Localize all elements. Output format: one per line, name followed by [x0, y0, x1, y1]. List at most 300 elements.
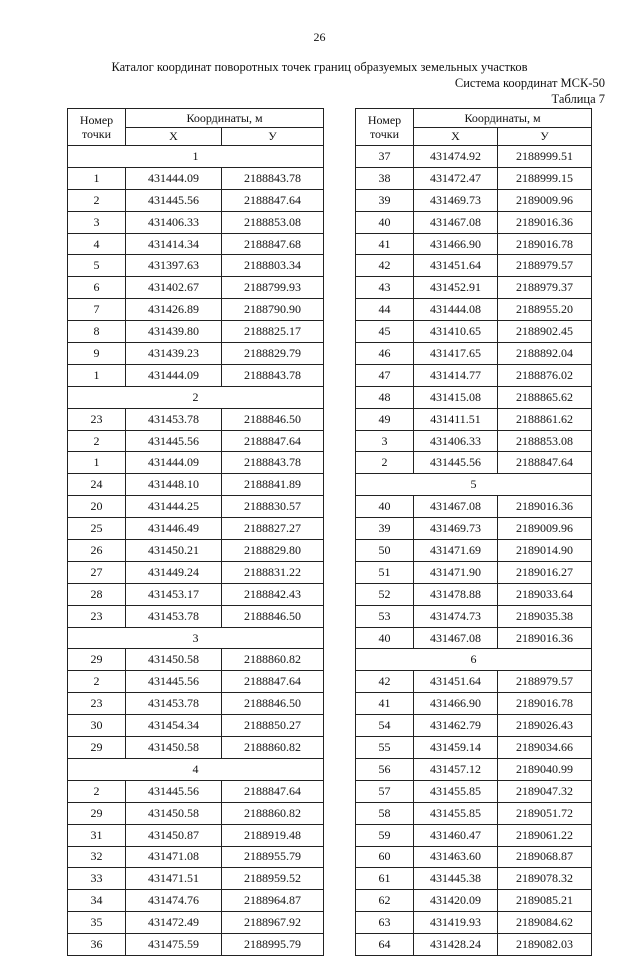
- y-cell: 2189016.27: [498, 561, 592, 583]
- x-cell: 431466.90: [414, 233, 498, 255]
- point-number-cell: 30: [68, 715, 126, 737]
- table-row: [68, 211, 324, 233]
- y-cell: 2189078.32: [498, 868, 592, 890]
- y-cell: 2189016.78: [498, 233, 592, 255]
- y-cell: 2188853.08: [222, 211, 324, 233]
- table-row: [356, 780, 592, 802]
- table-row: [356, 452, 592, 474]
- x-cell: 431402.67: [126, 277, 222, 299]
- table-row: [68, 868, 324, 890]
- point-number-cell: 37: [356, 146, 414, 168]
- x-cell: 431410.65: [414, 321, 498, 343]
- y-cell: 2189016.36: [498, 627, 592, 649]
- table-row: [68, 233, 324, 255]
- point-number-cell: 50: [356, 540, 414, 562]
- x-cell: 431474.76: [126, 890, 222, 912]
- table-row: [356, 627, 592, 649]
- x-cell: 431475.59: [126, 934, 222, 956]
- x-cell: 431467.08: [414, 627, 498, 649]
- y-cell: 2189009.96: [498, 518, 592, 540]
- table-row: [68, 299, 324, 321]
- point-number-cell: 60: [356, 846, 414, 868]
- point-number-cell: 23: [68, 605, 126, 627]
- point-number-cell: 23: [68, 408, 126, 430]
- point-number-cell: 1: [68, 364, 126, 386]
- point-number-cell: 40: [356, 627, 414, 649]
- x-cell: 431445.56: [126, 430, 222, 452]
- point-number-cell: 59: [356, 824, 414, 846]
- y-cell: 2188850.27: [222, 715, 324, 737]
- table-row: [68, 605, 324, 627]
- table-row: [356, 583, 592, 605]
- x-cell: 431452.91: [414, 277, 498, 299]
- header-coordinates: Координаты, м: [414, 109, 592, 128]
- table-row: [68, 693, 324, 715]
- header-x: X: [414, 128, 498, 146]
- y-cell: 2188955.79: [222, 846, 324, 868]
- table-row: [68, 737, 324, 759]
- y-cell: 2188843.78: [222, 364, 324, 386]
- table-row: [356, 299, 592, 321]
- x-cell: 431469.73: [414, 189, 498, 211]
- point-number-cell: 2: [68, 671, 126, 693]
- point-number-cell: 20: [68, 496, 126, 518]
- point-number-cell: 3: [356, 430, 414, 452]
- point-number-cell: 2: [68, 189, 126, 211]
- x-cell: 431445.38: [414, 868, 498, 890]
- table-row: [68, 846, 324, 868]
- point-number-cell: 1: [68, 452, 126, 474]
- table-row: [68, 824, 324, 846]
- table-row: [68, 321, 324, 343]
- y-cell: 2189085.21: [498, 890, 592, 912]
- y-cell: 2188831.22: [222, 561, 324, 583]
- table-row: [356, 868, 592, 890]
- x-cell: 431459.14: [414, 737, 498, 759]
- document-title: Каталог координат поворотных точек границ образуемых земельных участков: [111, 60, 528, 74]
- point-number-cell: 24: [68, 474, 126, 496]
- table-row: [68, 802, 324, 824]
- y-cell: 2189051.72: [498, 802, 592, 824]
- y-cell: 2188847.64: [222, 671, 324, 693]
- table-row: [68, 255, 324, 277]
- y-cell: 2189016.78: [498, 693, 592, 715]
- y-cell: 2188860.82: [222, 649, 324, 671]
- point-number-cell: 64: [356, 934, 414, 956]
- point-number-cell: 4: [68, 233, 126, 255]
- table-row: [356, 912, 592, 934]
- y-cell: 2188843.78: [222, 167, 324, 189]
- point-number-cell: 35: [68, 912, 126, 934]
- y-cell: 2188979.37: [498, 277, 592, 299]
- x-cell: 431426.89: [126, 299, 222, 321]
- x-cell: 431455.85: [414, 780, 498, 802]
- x-cell: 431471.90: [414, 561, 498, 583]
- y-cell: 2189014.90: [498, 540, 592, 562]
- x-cell: 431471.69: [414, 540, 498, 562]
- table-row: [68, 540, 324, 562]
- point-number-cell: 43: [356, 277, 414, 299]
- table-row: [356, 605, 592, 627]
- table-row: [356, 189, 592, 211]
- header-coordinates: Координаты, м: [126, 109, 324, 128]
- y-cell: 2188902.45: [498, 321, 592, 343]
- y-cell: 2188861.62: [498, 408, 592, 430]
- parcel-number: 1: [68, 146, 324, 168]
- table-row: [356, 758, 592, 780]
- table-row: [356, 802, 592, 824]
- header-point-number: Номер точки: [68, 109, 126, 146]
- table-row: [68, 518, 324, 540]
- x-cell: 431406.33: [126, 211, 222, 233]
- point-number-cell: 41: [356, 233, 414, 255]
- point-number-cell: 58: [356, 802, 414, 824]
- parcel-group-row: [68, 146, 324, 168]
- point-number-cell: 29: [68, 737, 126, 759]
- y-cell: 2188847.64: [222, 430, 324, 452]
- y-cell: 2188803.34: [222, 255, 324, 277]
- x-cell: 431450.87: [126, 824, 222, 846]
- y-cell: 2188892.04: [498, 343, 592, 365]
- x-cell: 431450.58: [126, 649, 222, 671]
- table-row: [356, 321, 592, 343]
- point-number-cell: 44: [356, 299, 414, 321]
- x-cell: 431474.92: [414, 146, 498, 168]
- table-row: [68, 343, 324, 365]
- point-number-cell: 25: [68, 518, 126, 540]
- point-number-cell: 36: [68, 934, 126, 956]
- table-row: [68, 583, 324, 605]
- x-cell: 431453.78: [126, 408, 222, 430]
- y-cell: 2188999.51: [498, 146, 592, 168]
- x-cell: 431467.08: [414, 496, 498, 518]
- x-cell: 431397.63: [126, 255, 222, 277]
- x-cell: 431444.09: [126, 364, 222, 386]
- x-cell: 431469.73: [414, 518, 498, 540]
- y-cell: 2188847.64: [222, 780, 324, 802]
- x-cell: 431419.93: [414, 912, 498, 934]
- table-row: [356, 386, 592, 408]
- x-cell: 431417.65: [414, 343, 498, 365]
- table-row: [356, 824, 592, 846]
- point-number-cell: 2: [68, 430, 126, 452]
- point-number-cell: 6: [68, 277, 126, 299]
- table-row: [68, 890, 324, 912]
- point-number-cell: 49: [356, 408, 414, 430]
- table-row: [356, 693, 592, 715]
- point-number-cell: 51: [356, 561, 414, 583]
- y-cell: 2188995.79: [222, 934, 324, 956]
- table-label: Таблица 7: [551, 92, 605, 106]
- point-number-cell: 26: [68, 540, 126, 562]
- parcel-number: 4: [68, 758, 324, 780]
- y-cell: 2189009.96: [498, 189, 592, 211]
- point-number-cell: 41: [356, 693, 414, 715]
- table-row: [356, 277, 592, 299]
- point-number-cell: 62: [356, 890, 414, 912]
- x-cell: 431472.49: [126, 912, 222, 934]
- table-row: [68, 408, 324, 430]
- table-row: [356, 934, 592, 956]
- y-cell: 2188790.90: [222, 299, 324, 321]
- table-row: [68, 934, 324, 956]
- y-cell: 2189040.99: [498, 758, 592, 780]
- x-cell: 431445.56: [126, 189, 222, 211]
- point-number-cell: 29: [68, 802, 126, 824]
- point-number-cell: 45: [356, 321, 414, 343]
- x-cell: 431445.56: [414, 452, 498, 474]
- parcel-group-row: [68, 627, 324, 649]
- x-cell: 431474.73: [414, 605, 498, 627]
- y-cell: 2188865.62: [498, 386, 592, 408]
- header-y: У: [498, 128, 592, 146]
- table-row: [356, 255, 592, 277]
- point-number-cell: 29: [68, 649, 126, 671]
- point-number-cell: 57: [356, 780, 414, 802]
- table-row: [68, 780, 324, 802]
- point-number-cell: 40: [356, 211, 414, 233]
- x-cell: 431414.34: [126, 233, 222, 255]
- point-number-cell: 2: [356, 452, 414, 474]
- table-row: [68, 496, 324, 518]
- point-number-cell: 52: [356, 583, 414, 605]
- y-cell: 2188847.68: [222, 233, 324, 255]
- x-cell: 431463.60: [414, 846, 498, 868]
- y-cell: 2188846.50: [222, 693, 324, 715]
- x-cell: 431411.51: [414, 408, 498, 430]
- table-row: [68, 452, 324, 474]
- y-cell: 2188846.50: [222, 408, 324, 430]
- y-cell: 2188846.50: [222, 605, 324, 627]
- x-cell: 431445.56: [126, 671, 222, 693]
- point-number-cell: 40: [356, 496, 414, 518]
- y-cell: 2188876.02: [498, 364, 592, 386]
- x-cell: 431444.09: [126, 167, 222, 189]
- point-number-cell: 23: [68, 693, 126, 715]
- point-number-cell: 47: [356, 364, 414, 386]
- y-cell: 2188853.08: [498, 430, 592, 452]
- point-number-cell: 2: [68, 780, 126, 802]
- y-cell: 2188799.93: [222, 277, 324, 299]
- table-row: [356, 540, 592, 562]
- y-cell: 2188967.92: [222, 912, 324, 934]
- table-body-right: [356, 146, 592, 956]
- parcel-group-row: [356, 649, 592, 671]
- x-cell: 431420.09: [414, 890, 498, 912]
- table-row: [356, 496, 592, 518]
- x-cell: 431414.77: [414, 364, 498, 386]
- table-row: [356, 715, 592, 737]
- y-cell: 2188830.57: [222, 496, 324, 518]
- x-cell: 431454.34: [126, 715, 222, 737]
- table-row: [356, 167, 592, 189]
- point-number-cell: 56: [356, 758, 414, 780]
- x-cell: 431455.85: [414, 802, 498, 824]
- x-cell: 431444.08: [414, 299, 498, 321]
- y-cell: 2188919.48: [222, 824, 324, 846]
- y-cell: 2189016.36: [498, 496, 592, 518]
- parcel-number: 2: [68, 386, 324, 408]
- table-row: [356, 561, 592, 583]
- point-number-cell: 61: [356, 868, 414, 890]
- x-cell: 431451.64: [414, 671, 498, 693]
- x-cell: 431450.58: [126, 802, 222, 824]
- point-number-cell: 33: [68, 868, 126, 890]
- x-cell: 431428.24: [414, 934, 498, 956]
- table-row: [356, 364, 592, 386]
- y-cell: 2188999.15: [498, 167, 592, 189]
- table-row: [68, 912, 324, 934]
- table-row: [68, 649, 324, 671]
- table-row: [68, 277, 324, 299]
- y-cell: 2188829.80: [222, 540, 324, 562]
- x-cell: 431453.78: [126, 693, 222, 715]
- table-row: [356, 846, 592, 868]
- coordinate-system: Система координат МСК-50: [454, 76, 605, 90]
- point-number-cell: 46: [356, 343, 414, 365]
- table-row: [356, 146, 592, 168]
- point-number-cell: 63: [356, 912, 414, 934]
- y-cell: 2188959.52: [222, 868, 324, 890]
- point-number-cell: 1: [68, 167, 126, 189]
- point-number-cell: 8: [68, 321, 126, 343]
- y-cell: 2188825.17: [222, 321, 324, 343]
- point-number-cell: 7: [68, 299, 126, 321]
- table-row: [356, 233, 592, 255]
- x-cell: 431415.08: [414, 386, 498, 408]
- table-row: [68, 715, 324, 737]
- point-number-cell: 31: [68, 824, 126, 846]
- y-cell: 2188841.89: [222, 474, 324, 496]
- x-cell: 431448.10: [126, 474, 222, 496]
- x-cell: 431446.49: [126, 518, 222, 540]
- parcel-number: 3: [68, 627, 324, 649]
- x-cell: 431471.51: [126, 868, 222, 890]
- point-number-cell: 9: [68, 343, 126, 365]
- parcel-number: 5: [356, 474, 592, 496]
- y-cell: 2188827.27: [222, 518, 324, 540]
- y-cell: 2188860.82: [222, 802, 324, 824]
- point-number-cell: 42: [356, 671, 414, 693]
- table-row: [68, 364, 324, 386]
- point-number-cell: 32: [68, 846, 126, 868]
- table-row: [68, 167, 324, 189]
- table-row: [356, 408, 592, 430]
- y-cell: 2188979.57: [498, 255, 592, 277]
- page-number: 26: [313, 30, 326, 44]
- table-row: [356, 343, 592, 365]
- y-cell: 2189033.64: [498, 583, 592, 605]
- point-number-cell: 53: [356, 605, 414, 627]
- header-x: X: [126, 128, 222, 146]
- x-cell: 431453.78: [126, 605, 222, 627]
- parcel-group-row: [68, 386, 324, 408]
- table-row: [356, 671, 592, 693]
- x-cell: 431439.23: [126, 343, 222, 365]
- point-number-cell: 55: [356, 737, 414, 759]
- parcel-group-row: [356, 474, 592, 496]
- table-row: [68, 671, 324, 693]
- y-cell: 2189035.38: [498, 605, 592, 627]
- table-body-left: [68, 146, 324, 956]
- x-cell: 431478.88: [414, 583, 498, 605]
- y-cell: 2188843.78: [222, 452, 324, 474]
- y-cell: 2188829.79: [222, 343, 324, 365]
- y-cell: 2188860.82: [222, 737, 324, 759]
- header-point-number: Номер точки: [356, 109, 414, 146]
- x-cell: 431466.90: [414, 693, 498, 715]
- y-cell: 2188979.57: [498, 671, 592, 693]
- y-cell: 2189016.36: [498, 211, 592, 233]
- y-cell: 2188955.20: [498, 299, 592, 321]
- y-cell: 2189061.22: [498, 824, 592, 846]
- coordinates-table-left: [67, 108, 324, 956]
- table-row: [68, 561, 324, 583]
- y-cell: 2188847.64: [498, 452, 592, 474]
- x-cell: 431467.08: [414, 211, 498, 233]
- point-number-cell: 39: [356, 518, 414, 540]
- y-cell: 2188847.64: [222, 189, 324, 211]
- table-row: [68, 474, 324, 496]
- y-cell: 2189047.32: [498, 780, 592, 802]
- point-number-cell: 27: [68, 561, 126, 583]
- parcel-group-row: [68, 758, 324, 780]
- header-y: У: [222, 128, 324, 146]
- point-number-cell: 5: [68, 255, 126, 277]
- x-cell: 431439.80: [126, 321, 222, 343]
- point-number-cell: 39: [356, 189, 414, 211]
- table-row: [356, 890, 592, 912]
- point-number-cell: 54: [356, 715, 414, 737]
- x-cell: 431406.33: [414, 430, 498, 452]
- y-cell: 2189034.66: [498, 737, 592, 759]
- table-row: [356, 518, 592, 540]
- x-cell: 431462.79: [414, 715, 498, 737]
- x-cell: 431445.56: [126, 780, 222, 802]
- point-number-cell: 38: [356, 167, 414, 189]
- y-cell: 2189082.03: [498, 934, 592, 956]
- x-cell: 431451.64: [414, 255, 498, 277]
- x-cell: 431460.47: [414, 824, 498, 846]
- table-row: [68, 189, 324, 211]
- x-cell: 431449.24: [126, 561, 222, 583]
- y-cell: 2189068.87: [498, 846, 592, 868]
- x-cell: 431472.47: [414, 167, 498, 189]
- parcel-number: 6: [356, 649, 592, 671]
- point-number-cell: 42: [356, 255, 414, 277]
- table-row: [356, 211, 592, 233]
- x-cell: 431450.58: [126, 737, 222, 759]
- point-number-cell: 48: [356, 386, 414, 408]
- coordinates-table-right: [355, 108, 592, 956]
- x-cell: 431471.08: [126, 846, 222, 868]
- table-row: [68, 430, 324, 452]
- y-cell: 2189026.43: [498, 715, 592, 737]
- x-cell: 431444.09: [126, 452, 222, 474]
- x-cell: 431444.25: [126, 496, 222, 518]
- point-number-cell: 28: [68, 583, 126, 605]
- table-row: [356, 737, 592, 759]
- point-number-cell: 34: [68, 890, 126, 912]
- point-number-cell: 3: [68, 211, 126, 233]
- table-row: [356, 430, 592, 452]
- x-cell: 431457.12: [414, 758, 498, 780]
- y-cell: 2189084.62: [498, 912, 592, 934]
- x-cell: 431453.17: [126, 583, 222, 605]
- y-cell: 2188964.87: [222, 890, 324, 912]
- y-cell: 2188842.43: [222, 583, 324, 605]
- x-cell: 431450.21: [126, 540, 222, 562]
